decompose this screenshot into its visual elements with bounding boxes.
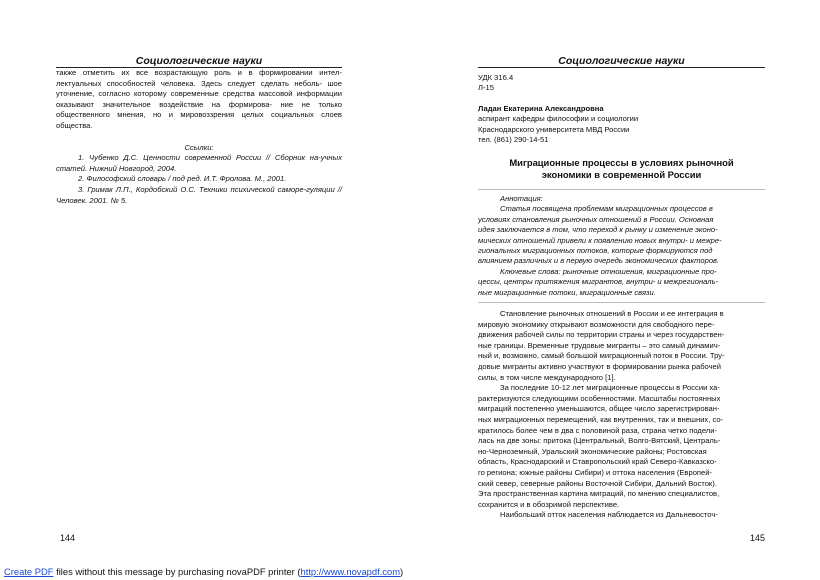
paragraph	[56, 68, 342, 132]
article-title	[478, 157, 765, 181]
footer-text-end: )	[400, 566, 404, 577]
page-number: 145	[749, 533, 765, 543]
text-line: социальных слоев общества.	[56, 110, 342, 130]
title-line: Миграционные процессы в условиях рыночной	[509, 157, 734, 168]
abstract-line: влиянием различных и в первую очередь экономических факторов.	[478, 256, 720, 266]
novapdf-url-link[interactable]: http://www.novapdf.com	[300, 566, 401, 577]
abstract-line: мических отношений привели к появлению новых внутри- и межре-	[478, 235, 722, 245]
section-rule	[478, 302, 765, 303]
text-line: ный и, возможно, самый большой миграционный поток в России. Тру-	[478, 351, 725, 361]
section-rule	[478, 189, 765, 190]
abstract-line: Статья посвящена проблемам миграционных процессов в	[500, 204, 713, 214]
title-line: экономики в современной России	[541, 169, 702, 180]
author-name: Ладан Екатерина Александровна	[478, 103, 604, 113]
header-rule	[478, 67, 765, 68]
footer-text: files without this message by purchasing novaPDF printer (	[53, 566, 301, 577]
left-body	[56, 68, 342, 206]
abstract-line: идея заключается в том, что переход к рынку и изменение эконо-	[478, 225, 718, 235]
novapdf-footer	[4, 566, 403, 577]
text-line: ский север, северные районы Восточной Сибири, Дальний Восток).	[478, 478, 717, 488]
running-head: Социологические науки	[135, 55, 263, 67]
text-line: го региона; южные районы Сибири) и оттока населения (Европей-	[478, 467, 713, 477]
abstract-line: условиях становления рыночных отношений в России. Основная	[478, 214, 714, 224]
text-line: сохранится и в обозримой перспективе.	[478, 499, 620, 509]
text-line: область, Краснодарский и Ставропольский край Северо-Кавказско-	[478, 457, 717, 467]
affiliation-line: Краснодарского университета МВД России	[478, 124, 630, 134]
right-body	[478, 309, 765, 521]
references-title: Ссылки:	[184, 142, 214, 152]
affiliation-line: аспирант кафедры философии и социологии	[478, 114, 639, 124]
affiliation-line: тел. (861) 290-14-51	[478, 135, 549, 145]
text-line: информации оказывают значительное воздействие на формирова-	[56, 89, 342, 109]
text-line: но-Черноземный, Уральский экономические районы; Ростовская	[478, 446, 707, 456]
classification-code: Л-15	[478, 83, 494, 93]
text-line: кратилось более чем в два с половиной раза, страна четко подели-	[478, 425, 717, 435]
text-line: Наибольший отток населения наблюдается из Дальневосточ-	[500, 510, 718, 520]
abstract-line: гиональных миграционных потоков, которые формируются под	[478, 246, 713, 256]
text-line: лась на две зоны: притока (Центральный, Волго-Вятский, Централь-	[478, 436, 721, 446]
udk: УДК 316.4	[478, 73, 514, 82]
text-line: ные границы. Временные трудовые мигранты – это самый динамич-	[478, 340, 721, 350]
text-line: также отметить их все возрастающую роль и в формировании интел-	[56, 68, 342, 77]
keywords-line: цессы, центры притяжения мигрантов, внутри- и межрегиональ-	[478, 277, 719, 287]
reference-item: 3. Гримак Л.П., Кордобский О.С. Техники психической саморе-гуляции // Человек. 2001. № 5.	[56, 184, 342, 205]
text-line: ние не только общественного мнения, но и мировоззрения целых	[56, 99, 342, 120]
create-pdf-link[interactable]: Create PDF	[4, 566, 54, 577]
text-line: Становление рыночных отношений в России и ее интеграция в	[500, 309, 724, 318]
text-line: шое уточнение, согласно которому современные средства массовой	[56, 78, 342, 99]
running-head: Социологические науки	[558, 55, 685, 67]
text-line: лектуальных способностей человека. Здесь следует сделать неболь-	[56, 78, 322, 88]
keywords-line: ные миграционные потоки, миграционные связи.	[478, 287, 656, 297]
article-meta	[478, 73, 765, 145]
reference-item: 1. Чубенко Д.С. Ценности современной России // Сборник на-учных статей. Нижний Новгород, 2004.	[56, 153, 342, 173]
text-line: миграций постепенно уменьшаются, общее число зарегистрирован-	[478, 404, 720, 414]
text-line: ных миграционных перемещений, как внутренних, так и внешних, со-	[478, 414, 724, 424]
abstract-block	[478, 194, 765, 298]
text-line: довые мигранты активно участвуют в формировании рынка рабочей	[478, 361, 722, 371]
text-line: мировую экономику открывают возможности для свободного пере-	[478, 319, 715, 329]
text-line: За последние 10-12 лет миграционные процессы в России ха-	[500, 383, 720, 393]
text-line: движения рабочей силы по территории страны и через государствен-	[478, 330, 725, 340]
text-line: силы, в том числе международного [1].	[478, 372, 616, 382]
abstract-label: Аннотация:	[500, 194, 543, 203]
text-line: рактеризуются следующими особенностями. Масштабы постоянных	[478, 393, 721, 403]
page-number: 144	[60, 533, 76, 543]
text-line: Эта пространственная картина миграций, по мнению специалистов,	[478, 489, 720, 499]
keywords-line: Ключевые слова: рыночные отношения, миграционные про-	[500, 266, 717, 276]
reference-item: 2. Философский словарь / под ред. И.Т. Фролова. М., 2001.	[78, 174, 287, 184]
